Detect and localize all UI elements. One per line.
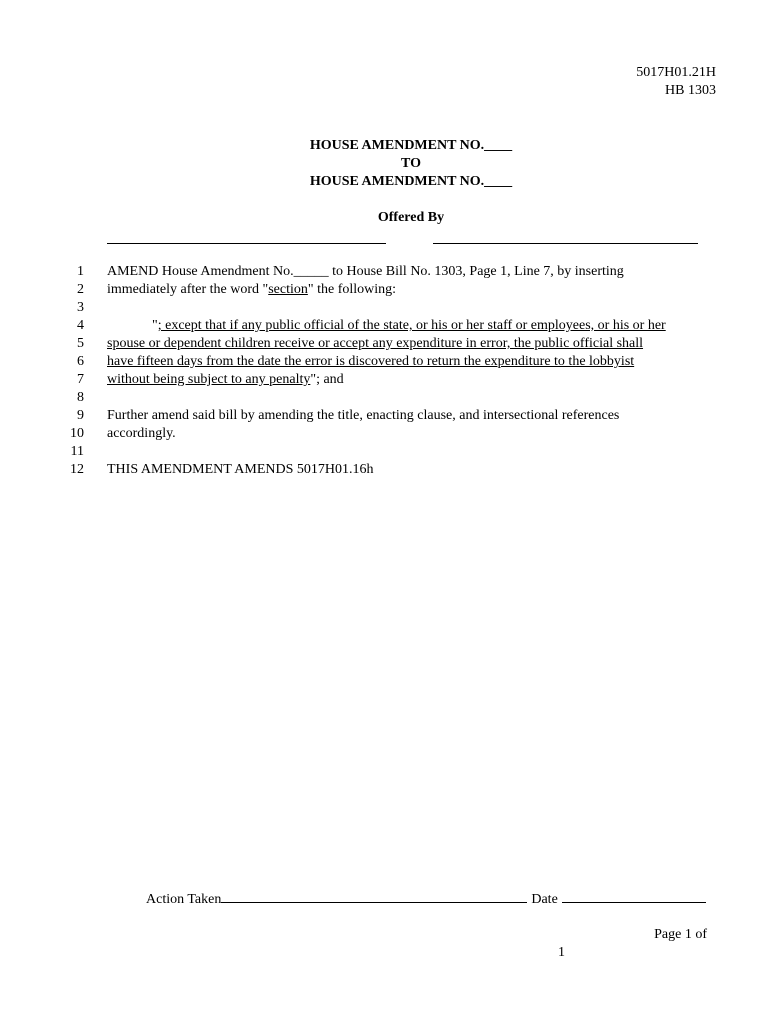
line-text	[107, 371, 344, 389]
line-text	[107, 461, 374, 479]
line-text	[107, 335, 643, 353]
line-text	[107, 353, 634, 371]
line-number: 3	[77, 300, 84, 315]
text-segment: THIS AMENDMENT AMENDS 5017H01.16h	[107, 462, 374, 477]
line-number: 1	[77, 264, 84, 279]
line-number: 12	[70, 462, 84, 477]
action-taken-blank	[221, 889, 527, 903]
action-taken-label: Action Taken	[146, 892, 222, 907]
offered-by-signature-line-right	[433, 243, 698, 244]
action-taken-row	[146, 889, 706, 909]
line-number: 8	[77, 390, 84, 405]
text-segment: "; and	[310, 372, 344, 387]
line-number: 7	[77, 372, 84, 387]
text-segment: immediately after the word "	[107, 282, 269, 297]
line-number: 11	[70, 444, 84, 459]
line-text	[107, 281, 396, 299]
inserted-text: ; except that if any public official of the state, or his or her staff or employees, or his or her	[157, 318, 666, 333]
text-segment: accordingly.	[107, 426, 176, 441]
date-blank	[562, 889, 706, 903]
line-text	[107, 407, 619, 425]
amendment-title-line-1: HOUSE AMENDMENT NO.____	[309, 138, 513, 153]
text-segment: "	[152, 318, 158, 333]
line-text	[107, 263, 624, 281]
amendment-title-line-2: HOUSE AMENDMENT NO.____	[309, 174, 513, 189]
line-number: 5	[77, 336, 84, 351]
page-number-line-2: 1	[558, 945, 565, 960]
line-number: 4	[77, 318, 84, 333]
page-number-line-1: Page 1 of	[654, 927, 707, 942]
bill-number: HB 1303	[665, 83, 716, 98]
line-text	[107, 425, 176, 443]
inserted-text: have fifteen days from the date the error is discovered to return the expenditure to the lobbyist	[107, 354, 635, 369]
offered-by-heading: Offered By	[377, 210, 445, 225]
document-code: 5017H01.21H	[636, 65, 716, 80]
inserted-text: without being subject to any penalty	[107, 372, 311, 387]
line-number: 6	[77, 354, 84, 369]
line-text	[152, 317, 666, 335]
line-number: 9	[77, 408, 84, 423]
inserted-text: spouse or dependent children receive or accept any expenditure in error, the public official shall	[107, 336, 644, 351]
text-segment: " the following:	[307, 282, 397, 297]
offered-by-signature-line-left	[107, 243, 386, 244]
line-number: 2	[77, 282, 84, 297]
inserted-text: section	[268, 282, 308, 297]
text-segment: Further amend said bill by amending the title, enacting clause, and intersectional references	[107, 408, 620, 423]
line-number: 10	[70, 426, 84, 441]
text-segment: AMEND House Amendment No._____ to House Bill No. 1303, Page 1, Line 7, by inserting	[107, 264, 624, 279]
amendment-title-to: TO	[401, 156, 421, 171]
date-label: Date	[531, 892, 558, 907]
